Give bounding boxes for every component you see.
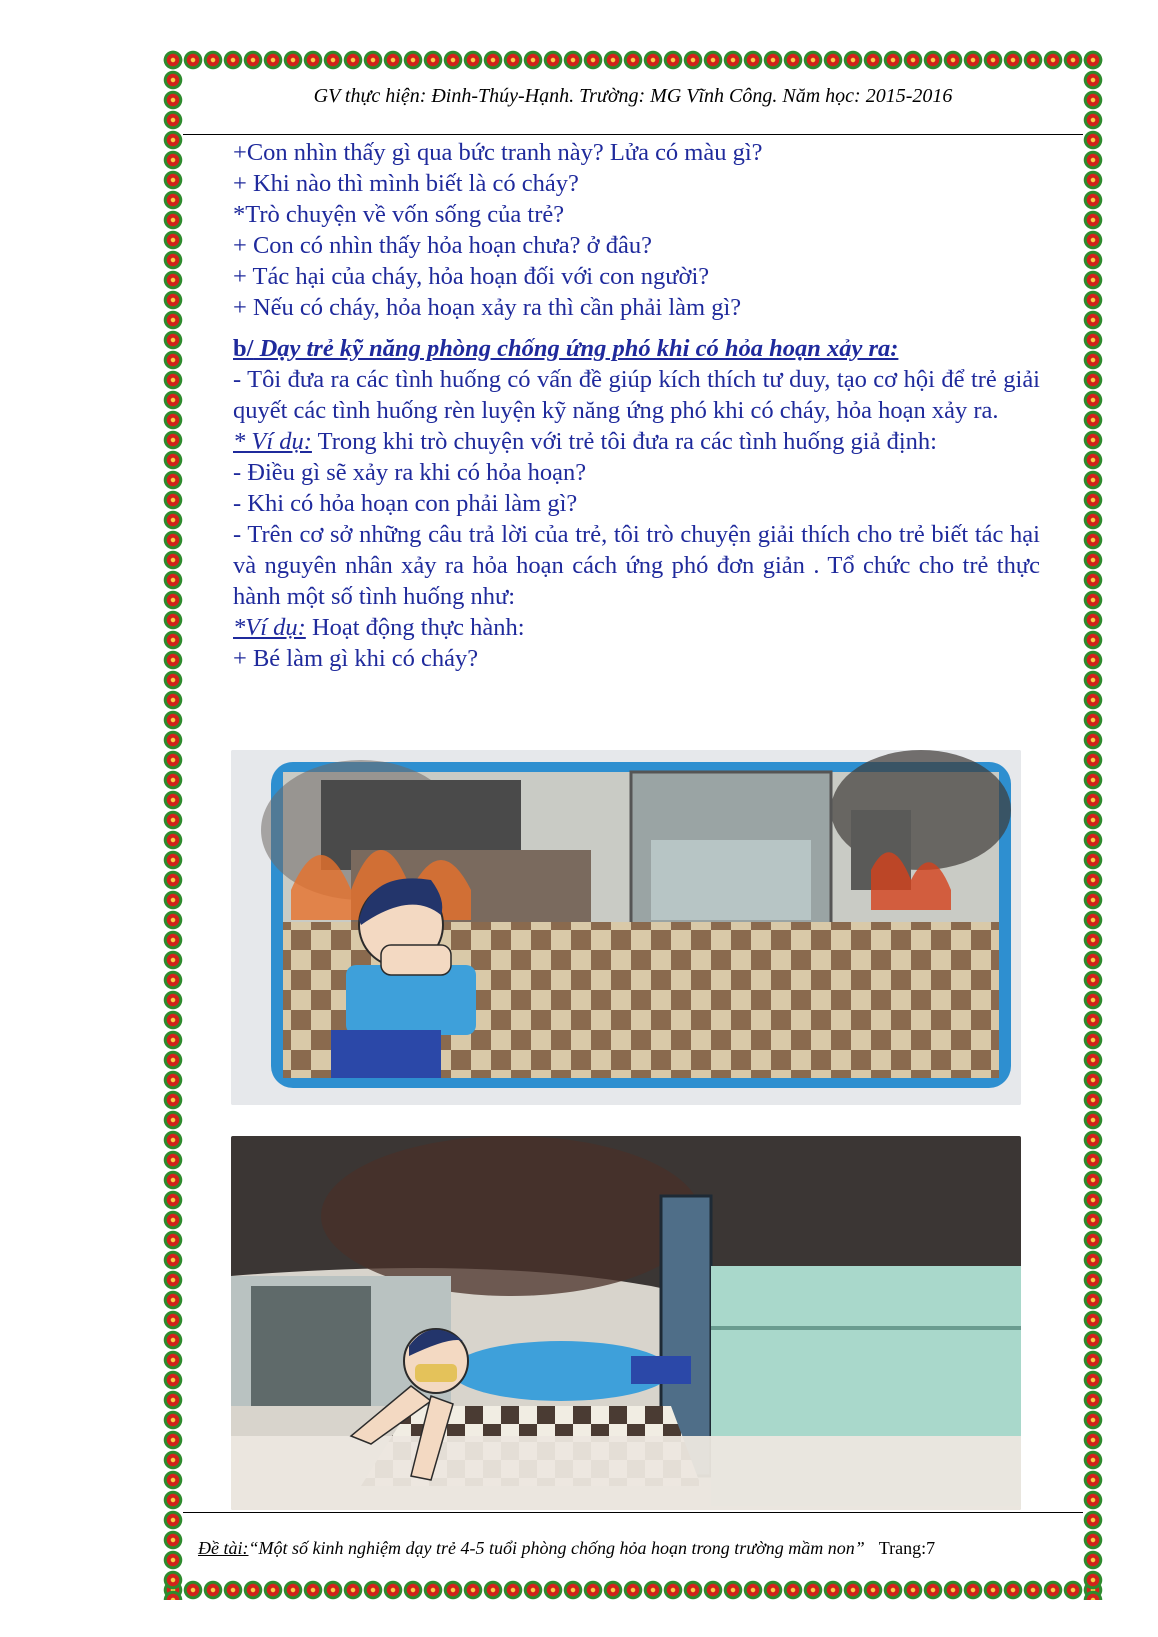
page-footer [198, 1538, 1078, 1559]
footer-topic: “Một số kinh nghiệm dạy trẻ 4-5 tuổi phòng chống hỏa hoạn trong trường mầm non” [248, 1538, 865, 1558]
header-divider [183, 134, 1083, 135]
section-b-heading [233, 333, 1040, 364]
flower-border-top [163, 50, 1103, 70]
paragraph: - Tôi đưa ra các tình huống có vấn đề giúp kích thích tư duy, tạo cơ hội để trẻ giải quyết các tình huống rèn luyện kỹ năng ứng phó khi có cháy, hỏa hoạn xảy ra. [233, 366, 1040, 424]
example-text: Trong khi trò chuyện với trẻ tôi đưa ra các tình huống giả định: [311, 428, 937, 455]
paragraph: - Trên cơ sở những câu trả lời của trẻ, tôi trò chuyện giải thích cho trẻ biết tác hại và nguyên nhân xảy ra hỏa hoạn cách ứng phó đơn giản . Tổ chức cho trẻ thực hành một số tình huống như: [233, 521, 1040, 610]
question-line: + Khi nào thì mình biết là có cháy? [233, 170, 579, 197]
section-b-lead: b/ [233, 335, 254, 362]
main-content [233, 137, 1040, 674]
flower-border-left [163, 50, 183, 1600]
illustration-crawl-escape [231, 1136, 1021, 1510]
question-line: - Điều gì sẽ xảy ra khi có hỏa hoạn? [233, 459, 587, 486]
page-number: Trang:7 [878, 1538, 936, 1558]
question-line: + Con có nhìn thấy hỏa hoạn chưa? ở đâu? [233, 232, 653, 259]
footer-divider [183, 1512, 1083, 1513]
practice-line: + Bé làm gì khi có cháy? [233, 645, 479, 672]
flower-border-right [1083, 50, 1103, 1600]
footer-label: Đề tài: [198, 1538, 249, 1558]
example-label: * Ví dụ: [233, 428, 312, 455]
question-line: *Trò chuyện về vốn sống của trẻ? [233, 201, 565, 228]
question-line: + Nếu có cháy, hỏa hoạn xảy ra thì cần phải làm gì? [233, 294, 742, 321]
flower-border-bottom [163, 1580, 1103, 1600]
question-line: + Tác hại của cháy, hỏa hoạn đối với con người? [233, 263, 710, 290]
example-line [233, 426, 1040, 457]
illustration-fire-room [231, 750, 1021, 1105]
section-b-title: Dạy trẻ kỹ năng phòng chống ứng phó khi có hỏa hoạn xảy ra: [253, 335, 899, 362]
question-line: +Con nhìn thấy gì qua bức tranh này? Lửa có màu gì? [233, 139, 763, 166]
question-line: - Khi có hỏa hoạn con phải làm gì? [233, 490, 578, 517]
example-label: *Ví dụ: [233, 614, 306, 641]
page-header: GV thực hiện: Đinh-Thúy-Hạnh. Trường: MG Vĩnh Công. Năm học: 2015-2016 [313, 85, 953, 107]
example-line [233, 612, 1040, 643]
example-text: Hoạt động thực hành: [305, 614, 525, 641]
